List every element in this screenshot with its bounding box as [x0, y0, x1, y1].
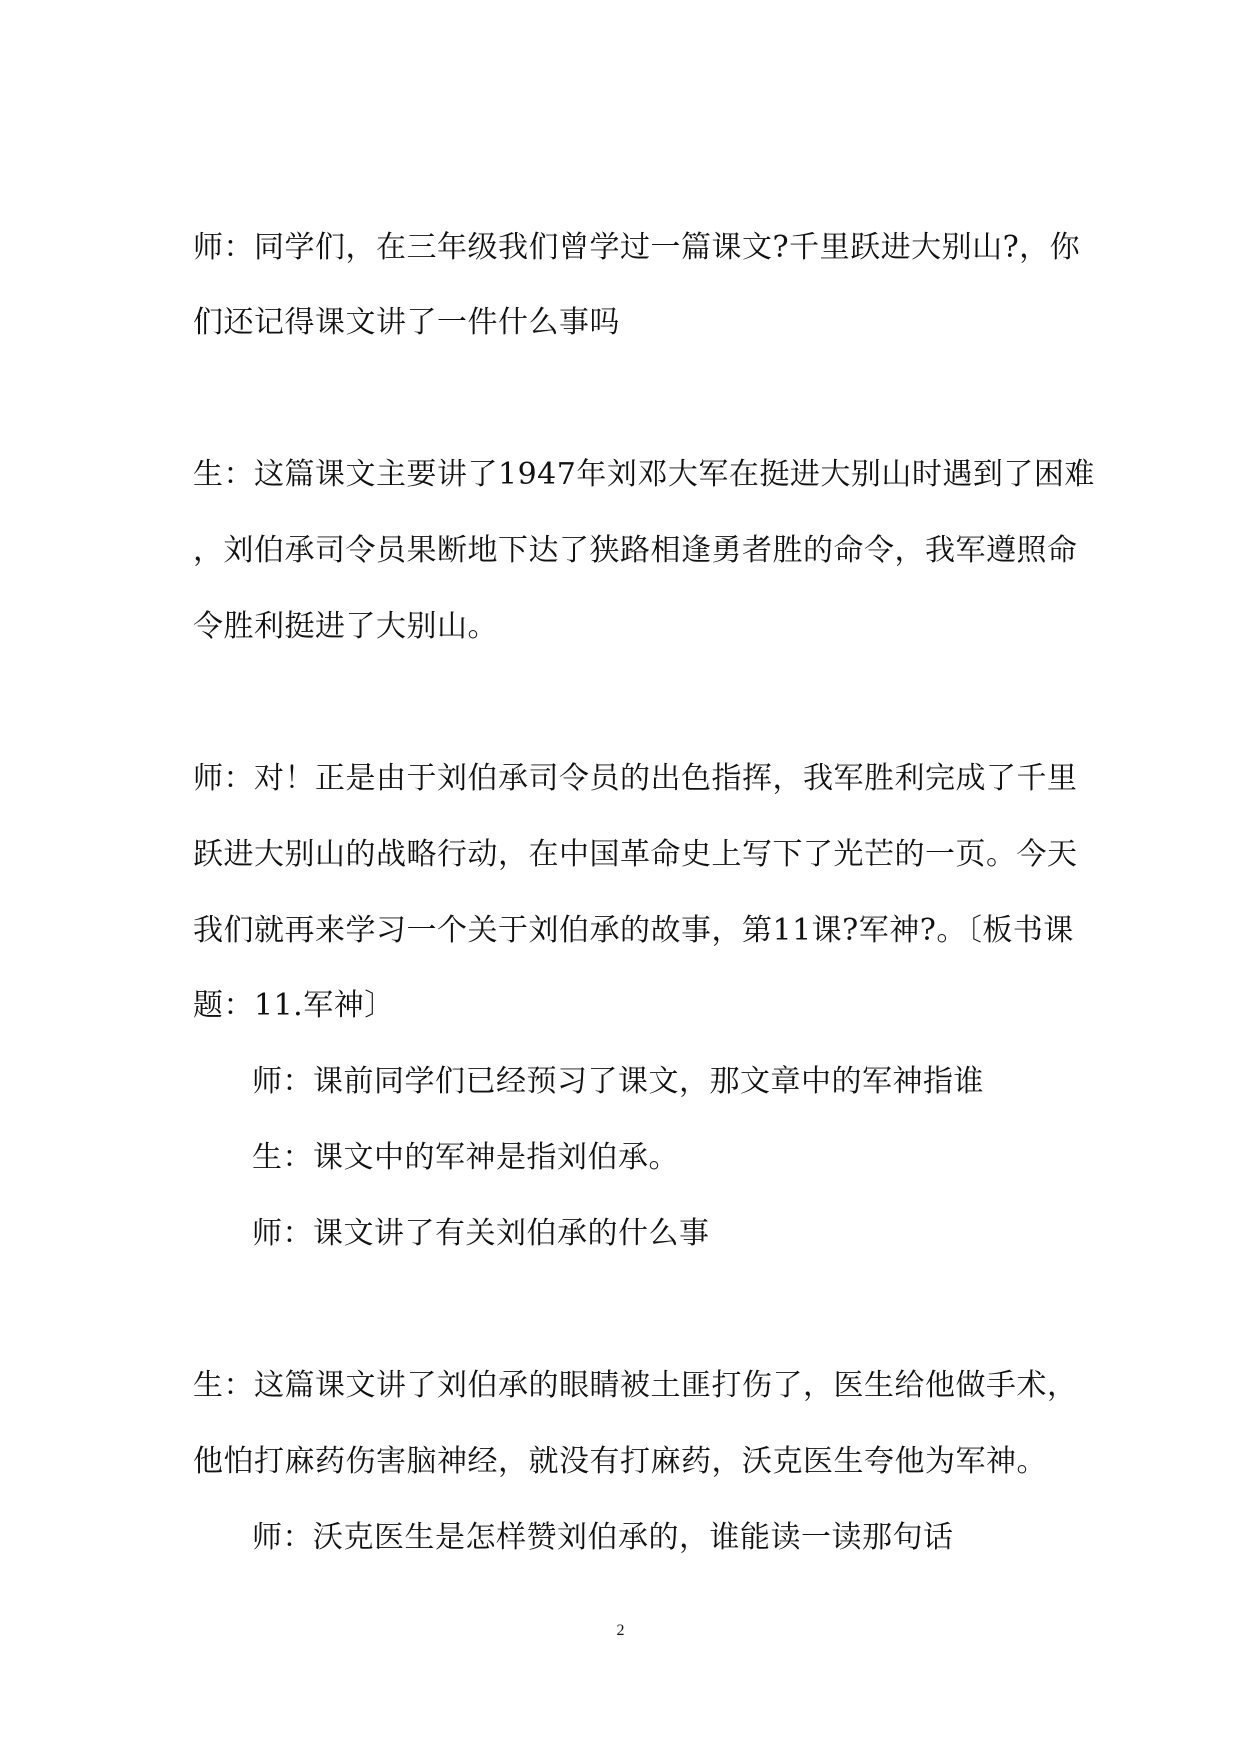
text-line: ，刘伯承司令员果断地下达了狭路相逢勇者胜的命令，我军遵照命	[193, 533, 1078, 568]
text-line: 师：课前同学们已经预习了课文，那文章中的军神指谁	[252, 1064, 984, 1099]
text-line: 师：同学们，在三年级我们曾学过一篇课文?千里跃进大别山?，你	[193, 230, 1081, 265]
text-line: 师：沃克医生是怎样赞刘伯承的，谁能读一读那句话	[252, 1520, 954, 1555]
text-line: 们还记得课文讲了一件什么事吗	[193, 305, 620, 340]
page-number: 2	[616, 1622, 625, 1639]
text-line: 题：11.军神〕	[193, 988, 395, 1023]
text-line: 跃进大别山的战略行动，在中国革命史上写下了光芒的一页。今天	[193, 837, 1078, 872]
text-line: 生：课文中的军神是指刘伯承。	[252, 1140, 679, 1175]
text-line: 师：课文讲了有关刘伯承的什么事	[252, 1216, 710, 1251]
text-line: 师：对！正是由于刘伯承司令员的出色指挥，我军胜利完成了千里	[193, 761, 1078, 796]
text-line: 我们就再来学习一个关于刘伯承的故事，第11课?军神?。〔板书课	[193, 913, 1074, 948]
text-line: 令胜利挺进了大别山。	[193, 609, 498, 644]
text-line: 他怕打麻药伤害脑神经，就没有打麻药，沃克医生夸他为军神。	[193, 1444, 1047, 1479]
text-line: 生：这篇课文主要讲了1947年刘邓大军在挺进大别山时遇到了困难	[193, 457, 1095, 492]
text-line: 生：这篇课文讲了刘伯承的眼睛被土匪打伤了，医生给他做手术，	[193, 1368, 1078, 1403]
